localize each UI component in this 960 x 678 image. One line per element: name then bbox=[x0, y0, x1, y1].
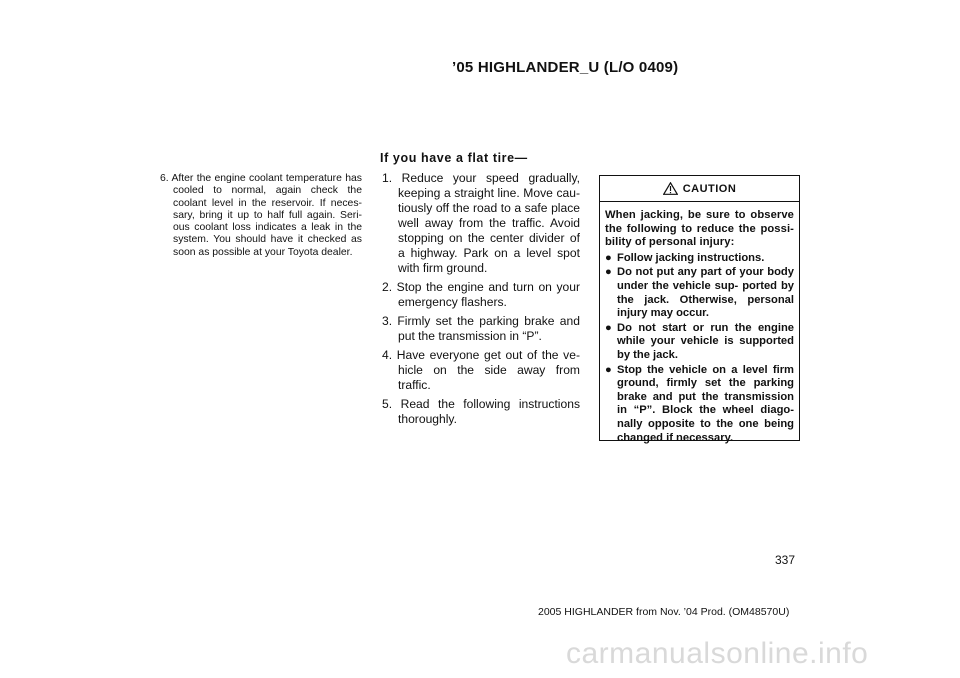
step-item bbox=[382, 348, 580, 393]
step-item bbox=[382, 171, 580, 276]
coolant-instruction bbox=[160, 173, 362, 259]
bullet-icon: ● bbox=[605, 266, 612, 279]
page-number: 337 bbox=[775, 553, 796, 567]
caution-bullet bbox=[605, 364, 794, 446]
bullet-icon: ● bbox=[605, 363, 612, 376]
warning-triangle-icon bbox=[663, 182, 678, 195]
caution-bullet-text: Follow jacking instructions. bbox=[617, 251, 765, 264]
caution-bullet-text: Do not put any part of your body under the vehicle sup- ported by the jack. Otherwise, personal injury may occur. bbox=[617, 266, 794, 320]
caution-bullet-text: Do not start or run the engine while your vehicle is supported by the jack. bbox=[617, 321, 794, 361]
caution-header bbox=[600, 176, 799, 202]
bullet-icon: ● bbox=[605, 251, 612, 264]
bullet-icon: ● bbox=[605, 321, 612, 334]
step-text: Stop the engine and turn on your emergency flashers. bbox=[396, 280, 580, 309]
document-header: ’05 HIGHLANDER_U (L/O 0409) bbox=[452, 59, 679, 76]
caution-intro: When jacking, be sure to observe the following to reduce the possi- bility of personal injury: bbox=[605, 209, 794, 249]
watermark: carmanualsonline.info bbox=[566, 637, 869, 670]
step-text: Have everyone get out of the ve- hicle on the side away from traffic. bbox=[396, 348, 580, 392]
step-number: 3. bbox=[382, 314, 393, 328]
caution-bullet-text: Stop the vehicle on a level firm ground, firmly set the parking brake and put the transmission in “P”. Block the wheel diago- nally opposite to the one being changed if necessary. bbox=[617, 363, 794, 444]
step-number: 4. bbox=[382, 348, 393, 362]
step-number: 5. bbox=[382, 397, 393, 411]
step-item bbox=[382, 280, 580, 310]
step-text: Reduce your speed gradually, keeping a straight line. Move cau- tiously off the road to a safe place well away from the traffic. Avoid stopping on the center divider of a highway. Park on a level spot with firm ground. bbox=[398, 171, 580, 275]
step-item bbox=[382, 314, 580, 344]
step-number: 1. bbox=[382, 171, 393, 185]
coolant-step-6 bbox=[160, 173, 362, 259]
step-item bbox=[382, 397, 580, 427]
flat-tire-steps bbox=[382, 171, 580, 431]
step-text: After the engine coolant temperature has cooled to normal, again check the coolant level in the reservoir. If neces- sary, bring it up to half full again. Seri- ous coolant loss indicates a leak in the system. You should have it checked as soon as possible at your Toyota dealer. bbox=[171, 173, 362, 258]
caution-bullets bbox=[605, 252, 794, 445]
step-text: Firmly set the parking brake and put the transmission in “P”. bbox=[397, 314, 580, 343]
step-text: Read the following instructions thoroughly. bbox=[398, 397, 580, 426]
caution-bullet bbox=[605, 252, 794, 266]
caution-bullet bbox=[605, 266, 794, 320]
caution-body bbox=[600, 202, 799, 445]
caution-heading: CAUTION bbox=[682, 182, 737, 195]
step-number: 2. bbox=[382, 280, 393, 294]
caution-box bbox=[599, 175, 800, 444]
step-number: 6. bbox=[160, 173, 169, 184]
caution-bullet bbox=[605, 322, 794, 363]
document-footer: 2005 HIGHLANDER from Nov. ’04 Prod. (OM48570U) bbox=[538, 606, 790, 618]
section-title: If you have a flat tire— bbox=[380, 151, 528, 165]
